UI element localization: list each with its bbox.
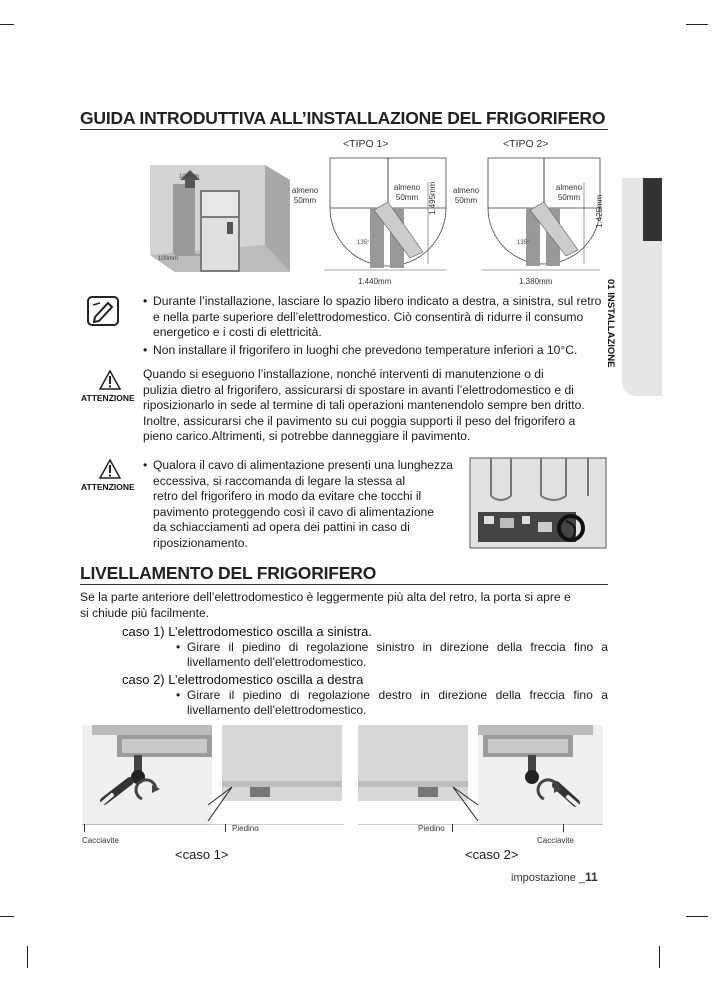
case2-instruction: • Girare il piedino di regolazione destro in direzione della freccia fino a livellamento dell’elettrodomestico. (176, 688, 608, 717)
section-title-leveling: LIVELLAMENTO DEL FRIGORIFERO (80, 563, 377, 583)
tipo2-left-gap: almeno 50mm (452, 186, 480, 205)
note-item: • Durante l’installazione, lasciare lo spazio libero indicato a destra, a sinistra, sul retro e nella parte superiore dell’elettrodomestico. Ciò consentirà di ridurre il consumo energetico e i costi di elettricità. (143, 294, 602, 340)
tipo1-angle: 135° (357, 240, 370, 246)
title-rule (80, 129, 608, 130)
case1-heading: caso 1) L’elettrodomestico oscilla a sinistra. (122, 624, 373, 639)
warning-label: ATTENZIONE (81, 482, 135, 492)
clearance-back-label: 100mm (158, 256, 179, 262)
warning-label: ATTENZIONE (81, 393, 135, 403)
tipo1-plan-diagram (318, 152, 448, 282)
crop-mark (27, 946, 28, 968)
warning-text-1: Quando si eseguono l’installazione, nonché interventi di manutenzione o di pulizia dietro al frigorifero, assicurarsi di spostare in avanti l’elettrodomestico e di riposizionarlo in sede al termine di tali operazioni mantenendolo sempre ben dritto. Inoltre, assicurarsi che il pavimento su cui poggia supporti il peso del frigorifero a pieno carico.Altrimenti, si potrebbe danneggiare il pavimento. (143, 367, 585, 444)
side-tab-label: 01 INSTALLAZIONE (605, 279, 616, 368)
tipo2-label: <TIPO 2> (503, 138, 549, 150)
tipo2-depth: 1.425mm (595, 194, 604, 228)
tipo2-angle: 135° (517, 240, 530, 246)
footer-section: impostazione _ (511, 872, 585, 884)
note-icon (86, 295, 120, 327)
clearance-top-label: 100mm (179, 174, 200, 180)
leveling-intro: Se la parte anteriore dell’elettrodomestico è leggermente più alta del retro, la porta si apre e si chiude più facilmente. (80, 590, 571, 620)
warning-icon (99, 459, 121, 479)
tipo2-width: 1.380mm (519, 277, 553, 286)
tipo1-left-gap: almeno 50mm (291, 186, 319, 205)
callout-line (452, 824, 453, 832)
tipo1-label: <TIPO 1> (343, 138, 389, 150)
installation-room-illustration (145, 160, 295, 280)
page-number: 11 (585, 870, 598, 884)
page-title: GUIDA INTRODUTTIVA ALL’INSTALLAZIONE DEL FRIGORIFERO (80, 108, 606, 128)
case2-caption: <caso 2> (465, 847, 519, 862)
callout-line (225, 824, 226, 832)
installation-notes (143, 294, 611, 358)
case2-foot-label: Piedino (418, 824, 445, 833)
case1-tool-label: Cacciavite (82, 836, 119, 845)
side-tab-marker (643, 178, 662, 241)
tipo2-right-gap: almeno 50mm (555, 183, 583, 202)
case1-leveling-illustration (82, 725, 344, 825)
tipo1-right-gap: almeno 50mm (393, 183, 421, 202)
case2-tool-label: Cacciavite (537, 836, 574, 845)
tipo2-plan-diagram (476, 152, 606, 282)
case1-foot-label: Piedino (232, 824, 259, 833)
case1-caption: <caso 1> (175, 847, 229, 862)
crop-mark (0, 916, 14, 917)
callout-line (84, 824, 85, 832)
crop-mark (686, 24, 708, 25)
crop-mark (686, 916, 708, 917)
crop-mark (659, 946, 660, 968)
callout-line (563, 824, 564, 832)
case2-heading: caso 2) L’elettrodomestico oscilla a destra (122, 672, 364, 687)
note-item: • Non installare il frigorifero in luoghi che prevedono temperature inferiori a 10°C. (143, 342, 578, 357)
page-footer (511, 870, 598, 884)
tipo1-depth: 1.495mm (428, 181, 437, 215)
case1-instruction: • Girare il piedino di regolazione sinistro in direzione della freccia fino a livellamento dell’elettrodomestico. (176, 640, 608, 669)
tipo1-width: 1.440mm (358, 277, 392, 286)
fridge-back-illustration (466, 456, 611, 554)
section-rule (80, 584, 608, 585)
case2-leveling-illustration (358, 725, 603, 825)
warning-text-2: • Qualora il cavo di alimentazione presenti una lunghezza eccessiva, si raccomanda di legare la stessa al retro del frigorifero in modo da evitare che tocchi il pavimento proteggendo così il cavo di alimentazione da schiacciamenti ad opera dei pattini in caso di riposizionamento. (143, 458, 453, 550)
warning-icon (99, 370, 121, 390)
crop-mark (0, 24, 14, 25)
